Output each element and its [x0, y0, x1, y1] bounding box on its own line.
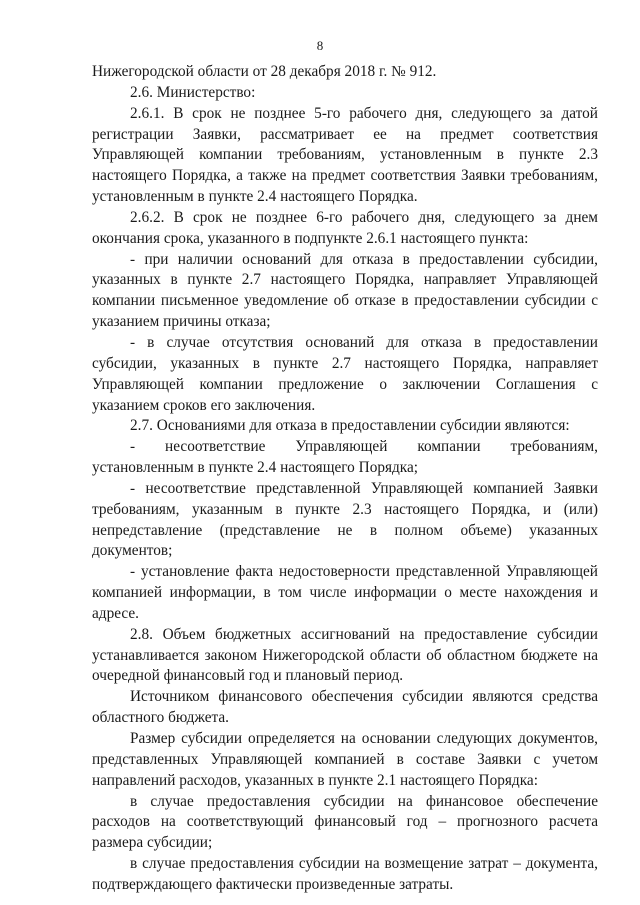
- document-body: [92, 62, 598, 896]
- paragraph-2-6-2: 2.6.2. В срок не позднее 6-го рабочего дня, следующего за днем окончания срока, указанного в подпункте 2.6.1 настоящего пункта:: [92, 208, 598, 247]
- list-item-refusal-notice: - при наличии оснований для отказа в предоставлении субсидии, указанных в пункте 2.7 настоящего Порядка, направляет Управляющей компании письменное уведомление об отказе в предоставлении субсидии с указанием причины отказа;: [92, 250, 598, 331]
- page-number: 8: [316, 38, 324, 53]
- paragraph-subsidy-size: Размер субсидии определяется на основании следующих документов, представленных Управляющей компанией в составе Заявки с учетом направлений расходов, указанных в пункте 2.1 настоящего Порядка:: [92, 730, 598, 789]
- paragraph-section-2-8: 2.8. Объем бюджетных ассигнований на предоставление субсидии устанавливается законом Нижегородской области об областном бюджете на очередной финансовый год и плановый период.: [92, 625, 598, 685]
- list-item-agreement-offer: - в случае отсутствия оснований для отказа в предоставлении субсидии, указанных в пункте 2.7 настоящего Порядка, направляет Управляющей компании предложение о заключении Соглашения с указанием сроков его заключения.: [92, 333, 598, 414]
- list-item-requirements-mismatch: - несоответствие Управляющей компании требованиям, установленным в пункте 2.4 настоящего Порядка;: [92, 438, 598, 477]
- list-item-application-mismatch: - несоответствие представленной Управляющей компанией Заявки требованиям, указанным в пункте 2.3 настоящего Порядка, и (или) непредставление (представление не в полном объеме) указанных документов;: [92, 479, 598, 560]
- paragraph-2-6-1: 2.6.1. В срок не позднее 5-го рабочего дня, следующего за датой регистрации Заявки, рассматривает ее на предмет соответствия Управляющей компании требованиям, установленным в пункте 2.3 настоящего Порядка, а также на предмет соответствия Заявки требованиям, установленным в пункте 2.4 настоящего Порядка.: [92, 104, 598, 206]
- list-item-financial-support: в случае предоставления субсидии на финансовое обеспечение расходов на соответствующий финансовый год – прогнозного расчета размера субсидии;: [92, 792, 598, 852]
- paragraph-continuation: Нижегородской области от 28 декабря 2018 г. № 912.: [92, 63, 437, 80]
- list-item-cost-reimbursement: в случае предоставления субсидии на возмещение затрат – документа, подтверждающего фактически произведенные затраты.: [92, 855, 598, 893]
- list-item-false-information: - установление факта недостоверности представленной Управляющей компанией информации, в том числе информации о месте нахождения и адресе.: [92, 563, 598, 622]
- paragraph-funding-source: Источником финансового обеспечения субсидии являются средства областного бюджета.: [92, 688, 598, 727]
- paragraph-section-2-6: 2.6. Министерство:: [130, 83, 256, 101]
- paragraph-section-2-7: 2.7. Основаниями для отказа в предоставлении субсидии являются:: [130, 417, 570, 435]
